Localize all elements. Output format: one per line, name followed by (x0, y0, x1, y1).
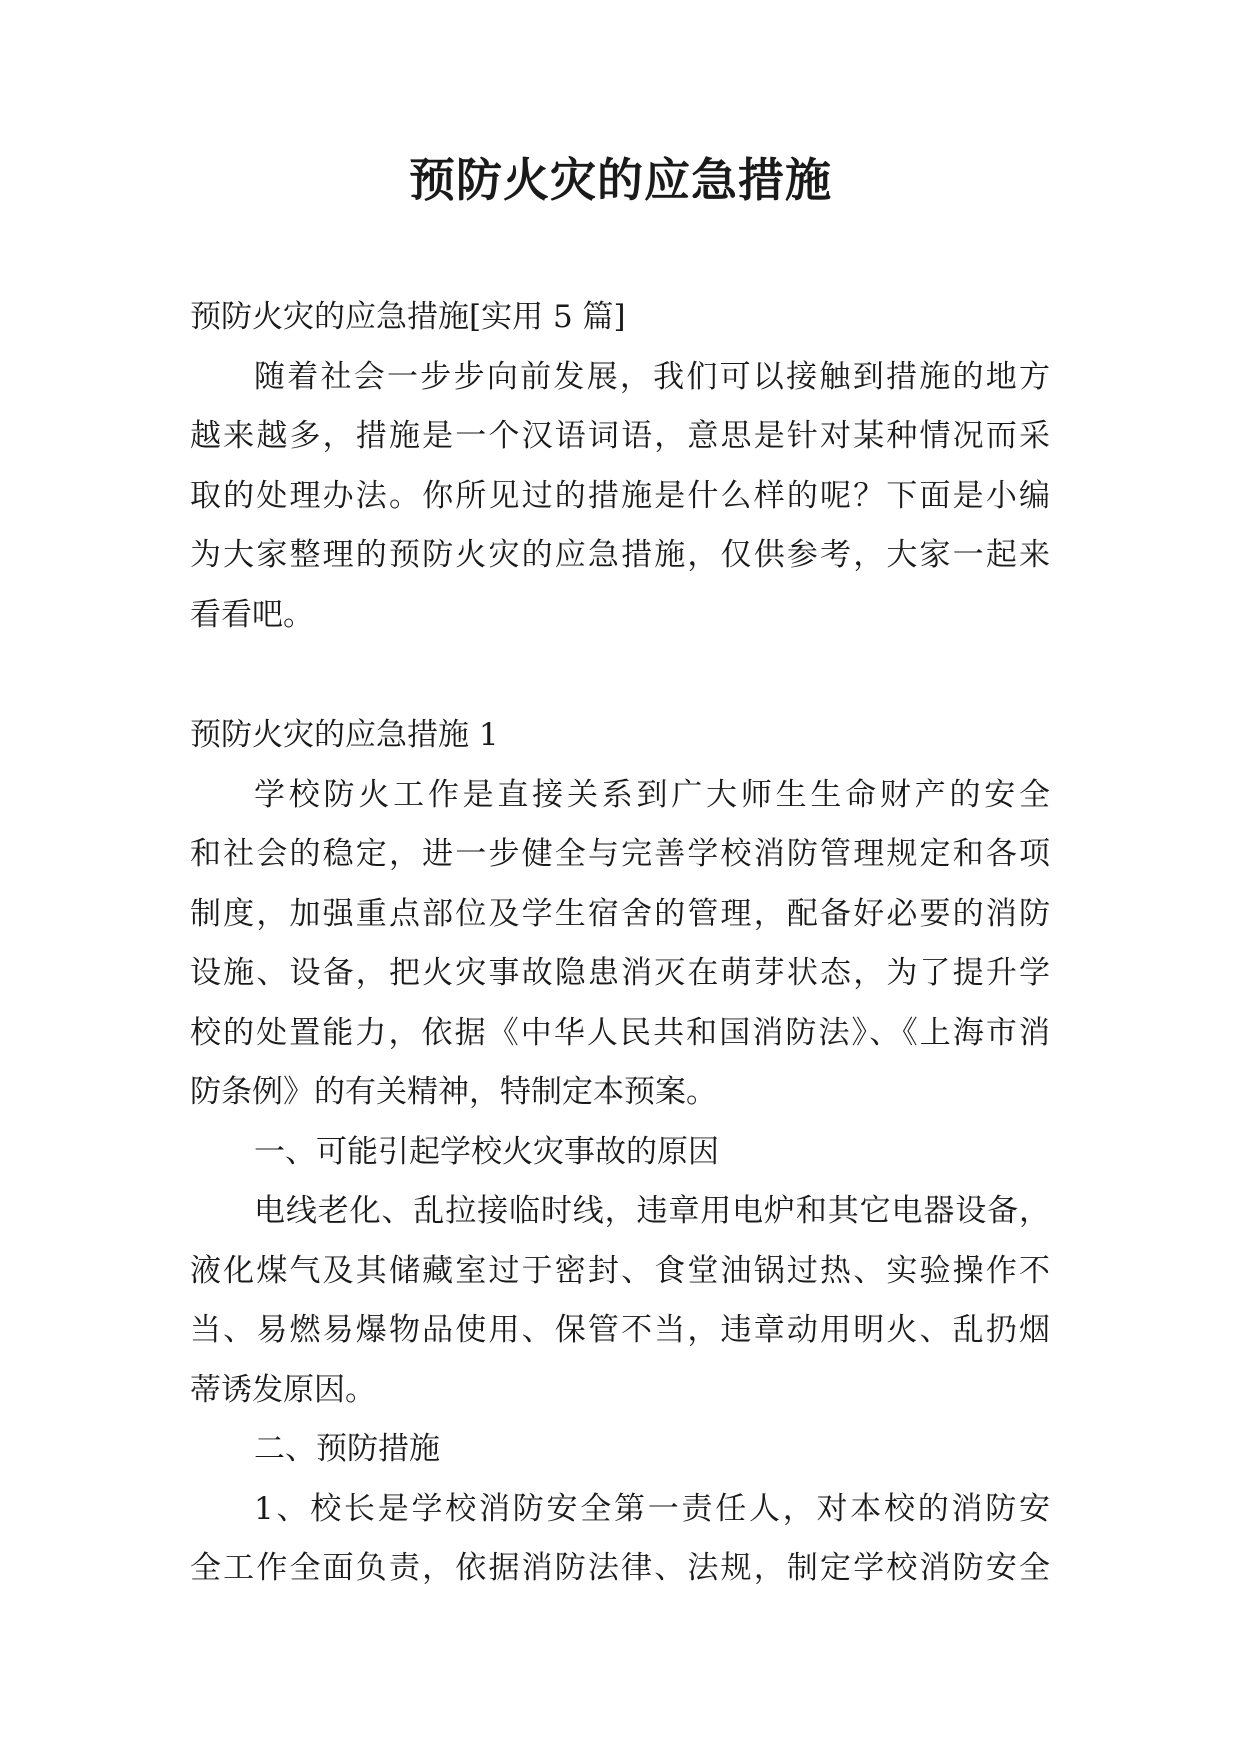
paragraph-line: 和社会的稳定，进一步健全与完善学校消防管理规定和各项 (190, 836, 1050, 872)
prevention-heading: 二、预防措施 (254, 1431, 440, 1467)
prevention-line: 1、校长是学校消防安全第一责任人，对本校的消防安 (254, 1490, 1050, 1527)
section-heading: 预防火灾的应急措施 1 (190, 717, 499, 753)
paragraph-line: 设施、设备，把火灾事故隐患消灭在萌芽状态，为了提升学 (190, 955, 1050, 991)
intro-line: 取的处理办法。你所见过的措施是什么样的呢？下面是小编 (190, 477, 1050, 514)
paragraph-line: 校的处置能力，依据《中华人民共和国消防法》、《上海市消 (190, 1014, 1050, 1051)
intro-line: 越来越多，措施是一个汉语词语，意思是针对某种情况而采 (190, 418, 1050, 454)
causes-line: 当、易燃易爆物品使用、保管不当，违章动用明火、乱扔烟 (190, 1312, 1050, 1348)
intro-line: 为大家整理的预防火灾的应急措施，仅供参考，大家一起来 (190, 537, 1050, 573)
intro-line: 随着社会一步步向前发展，我们可以接触到措施的地方 (254, 358, 1050, 395)
paragraph-gap (190, 645, 1050, 706)
intro-line: 看看吧。 (190, 596, 314, 633)
document-body (190, 288, 1050, 1599)
causes-line: 蒂诱发原因。 (190, 1371, 376, 1408)
paragraph-line: 学校防火工作是直接关系到广大师生生命财产的安全 (254, 776, 1050, 813)
document-subtitle: 预防火灾的应急措施[实用 5 篇] (190, 299, 626, 335)
document-title: 预防火灾的应急措施 (409, 153, 832, 207)
causes-heading: 一、可能引起学校火灾事故的原因 (254, 1133, 719, 1170)
paragraph-line: 制度，加强重点部位及学生宿舍的管理，配备好必要的消防 (190, 895, 1050, 932)
paragraph-line: 防条例》的有关精神，特制定本预案。 (190, 1074, 717, 1110)
prevention-line: 全工作全面负责，依据消防法律、法规，制定学校消防安全 (190, 1550, 1050, 1586)
causes-line: 电线老化、乱拉接临时线，违章用电炉和其它电器设备， (254, 1193, 1050, 1229)
causes-line: 液化煤气及其储藏室过于密封、食堂油锅过热、实验操作不 (190, 1252, 1050, 1289)
